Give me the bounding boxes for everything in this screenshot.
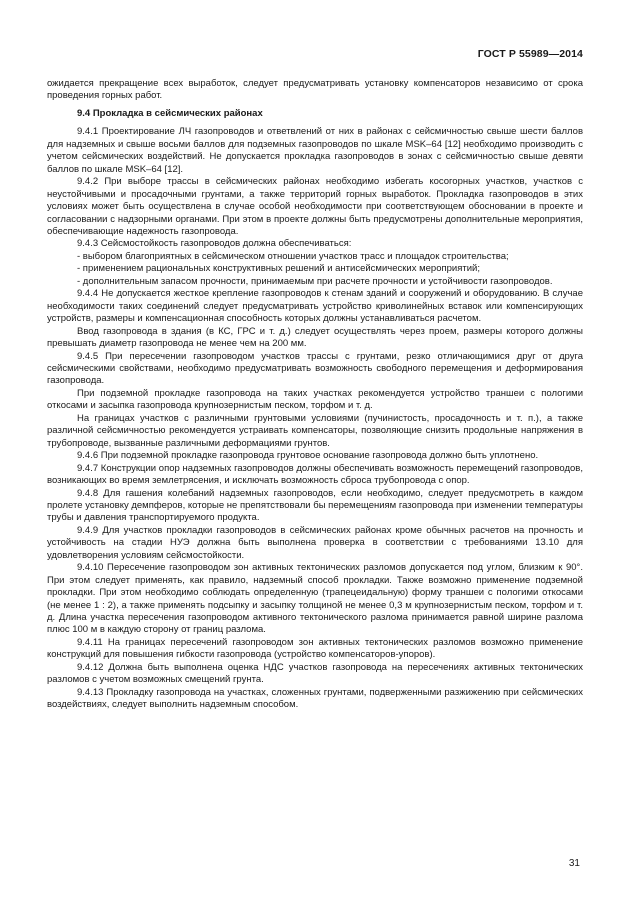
paragraph: На границах участков с различными грунтовыми условиями (пучинистость, просадочность и т. п.), а также различной сейсмичностью рекомендуется устраивать компенсаторы, позволяющие снизить продольные напряжения в трубопроводе, вызванные различными деформациями грунтов.: [47, 412, 583, 449]
paragraph: 9.4.9 Для участков прокладки газопроводов в сейсмических районах кроме обычных расчетов на прочность и устойчивость на стадии НУЭ должна быть выполнена проверка в соответствии с требованиями 13.10 для удовлетворения условиям сейсмостойкости.: [47, 524, 583, 561]
paragraph: 9.4.2 При выборе трассы в сейсмических районах необходимо избегать косогорных участков, участков с неустойчивыми и просадочными грунтами, а также территорий горных выработок. Прокладка газопроводов в этих условиях может быть осуществлена в случае особой необходимости при соответствующем обосновании в проекте и согласовании с надзорными органами. При этом в проекте должны быть предусмотрены дополнительные мероприятия, обеспечивающие надежность газопровода.: [47, 176, 583, 237]
list-item: - выбором благоприятных в сейсмическом отношении участков трасс и площадок строительства;: [77, 250, 509, 262]
paragraph: 9.4.7 Конструкции опор надземных газопроводов должны обеспечивать возможность перемещений газопроводов, возникающих во время землетрясения, и исключать возможность сброса трубопровода с опор.: [47, 462, 583, 487]
paragraph: Ввод газопровода в здания (в КС, ГРС и т. д.) следует осуществлять через проем, размеры которого должны превышать диаметр газопровода не менее чем на 200 мм.: [47, 325, 583, 350]
paragraph: 9.4.4 Не допускается жесткое крепление газопроводов к стенам зданий и сооружений и оборудованию. В случае необходимости таких соединений следует предусматривать устройство криволинейных вставок или компенсирующих устройств, размеры и компенсационная способность которых должны устанавливаться расчетом.: [47, 288, 583, 325]
paragraph: 9.4.13 Прокладку газопровода на участках, сложенных грунтами, подверженными разжижению при сейсмических воздействиях, следует выполнить надземным способом.: [47, 686, 583, 711]
paragraph: 9.4.1 Проектирование ЛЧ газопроводов и ответвлений от них в районах с сейсмичностью свыше шести баллов для надземных и свыше восьми баллов для подземных газопроводов по шкале MSK–64 [12] необходимо производить с учетом сейсмических воздействий. Не допускается прокладка газопроводов в зонах с сейсмичностью свыше девяти баллов по шкале MSK–64 [12].: [47, 126, 583, 175]
paragraph: 9.4.3 Сейсмостойкость газопроводов должна обеспечиваться:: [77, 238, 352, 250]
paragraph: 9.4.8 Для гашения колебаний надземных газопроводов, если необходимо, следует предусмотреть в каждом пролете установку демпферов, которые не препятствовали бы перемещениям газопровода при изменении температуры трубы и давления транспортируемого продукта.: [47, 487, 583, 524]
document-code: ГОСТ Р 55989—2014: [477, 48, 583, 60]
paragraph: 9.4.12 Должна быть выполнена оценка НДС участков газопровода на пересечениях активных тектонических разломов с учетом возможных смещений грунта.: [47, 661, 583, 686]
document-body: [47, 78, 583, 712]
paragraph: 9.4.11 На границах пересечений газопроводом зон активных тектонических разломов возможно применение конструкций для повышения гибкости газопровода (устройство компенсаторов-упоров).: [47, 636, 583, 661]
paragraph: 9.4.5 При пересечении газопроводом участков трассы с грунтами, резко отличающимися друг от друга сейсмическими свойствами, необходимо предусматривать возможность свободного перемещения и деформирования газопровода.: [47, 350, 583, 387]
list-item: - применением рациональных конструктивных решений и антисейсмических мероприятий;: [77, 263, 480, 275]
list-item: - дополнительным запасом прочности, принимаемым при расчете прочности и устойчивости газопроводов.: [77, 275, 553, 287]
paragraph-continued: ожидается прекращение всех выработок, следует предусматривать установку компенсаторов независимо от срока проведения горных работ.: [47, 78, 583, 102]
paragraph: 9.4.10 Пересечение газопроводом зон активных тектонических разломов допускается под углом, близким к 90°. При этом следует применять, как правило, надземный способ прокладки. Также возможно применение подземной прокладки. При этом необходимо соблюдать определенную (трапецеидальную) форму траншеи с пологими откосами (не менее 1 : 2), а также применять подсыпку и засыпку толщиной не менее 0,3 м крупнозернистым песком, торфом и т. д. Длина участка пересечения газопроводом активного тектонического разлома принимается равной ширине разлома плюс 100 м в каждую сторону от границ разлома.: [47, 562, 583, 636]
paragraph: 9.4.6 При подземной прокладке газопровода грунтовое основание газопровода должно быть уплотнено.: [77, 450, 539, 462]
page-number: 31: [568, 858, 580, 869]
section-heading: 9.4 Прокладка в сейсмических районах: [77, 107, 263, 119]
paragraph: При подземной прокладке газопровода на таких участках рекомендуется устройство траншеи с пологими откосами и засыпка газопровода крупнозернистым песком, торфом и т. д.: [47, 387, 583, 412]
